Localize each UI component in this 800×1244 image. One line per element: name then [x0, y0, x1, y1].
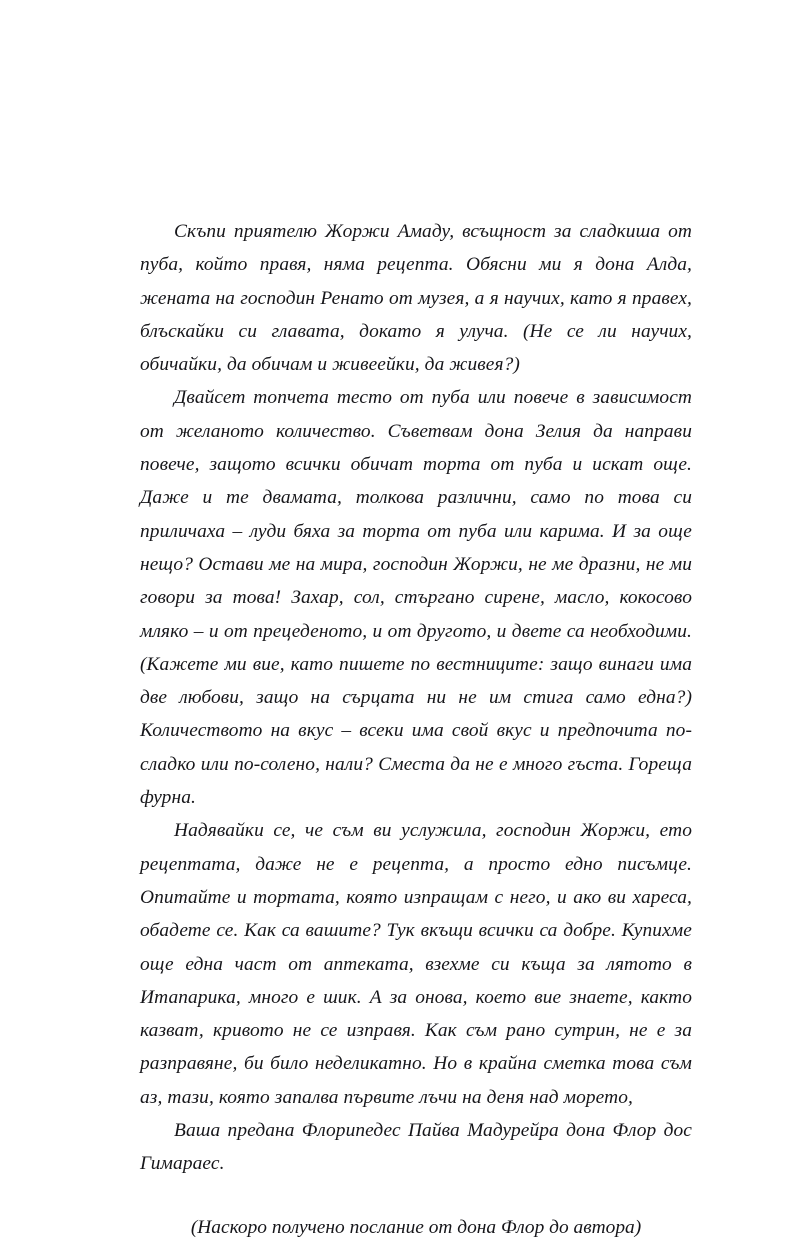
- body-text-block: [140, 215, 692, 1181]
- paragraph: Надявайки се, че съм ви услужила, господин Жоржи, ето рецептата, даже не е рецепта, а просто едно писъмце. Опитайте и тортата, която изпращам с него, и ако ви хареса, обадете се. Как са вашите? Тук вкъщи всички са добре. Купихме още една част от аптеката, взехме си къща за лятото в Итапарика, много е шик. А за онова, което вие знаете, както казват, кривото не се изправя. Как съм рано сутрин, не е за разправяне, би било неделикатно. Но в крайна сметка това съм аз, тази, която запалва първите лъчи на деня над морето,: [140, 820, 692, 1108]
- closing-note: (Наскоро получено послание от дона Флор до автора): [190, 1216, 642, 1238]
- paragraph: Скъпи приятелю Жоржи Амаду, всъщност за сладкиша от пуба, който правя, няма рецепта. Обясни ми я дона Алда, жената на господин Ренато от музея, а я научих, като я правех, блъскайки си главата, докато я улуча. (Не се ли научих, обичайки, да обичам и живеейки, да живея?): [140, 221, 692, 376]
- paragraph: Двайсет топчета тесто от пуба или повече в зависимост от желаното количество. Съветвам дона Зелия да направи повече, защото всички обичат торта от пуба и искат още. Даже и те двамата, толкова различни, само по това си приличаха – луди бяха за торта от пуба или карима. И за още нещо? Остави ме на мира, господин Жоржи, не ме дразни, не ми говори за това! Захар, сол, стъргано сирене, масло, кокосово мляко – и от прецеденото, и от другото, и двете са необходими. (Кажете ми вие, като пишете по вестниците: защо винаги има две любови, защо на сърцата ни не им стига само една?) Количеството на вкус – всеки има свой вкус и предпочита по-сладко или по-солено, нали? Сместа да не е много гъста. Гореща фурна.: [140, 387, 692, 809]
- paragraph: Ваша предана Флорипедес Пайва Мадурейра дона Флор дос Гимараес.: [140, 1120, 692, 1175]
